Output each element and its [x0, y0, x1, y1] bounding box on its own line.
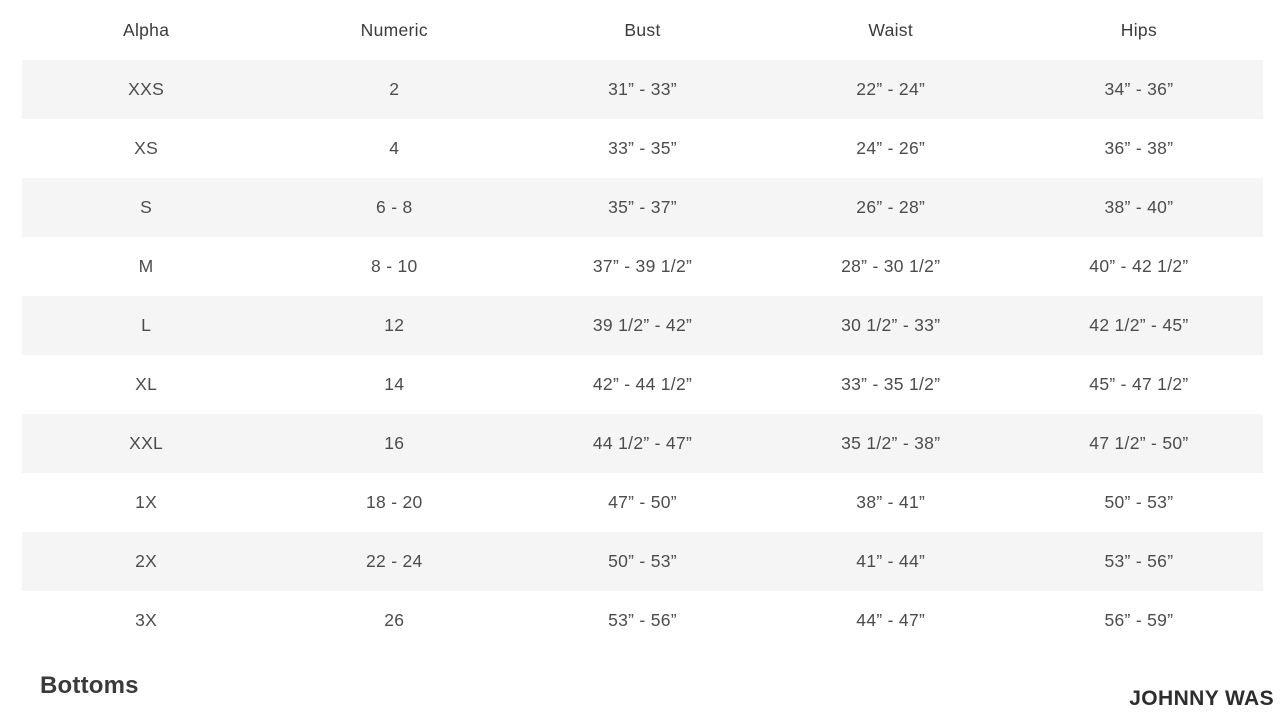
cell-alpha: XXL	[129, 433, 164, 453]
cell-alpha: 3X	[135, 610, 158, 630]
column-header-alpha: Alpha	[122, 19, 170, 40]
table-row-3x	[22, 591, 1263, 650]
table-header-row	[22, 0, 1263, 60]
table-body	[22, 60, 1263, 650]
table-row-1x	[22, 473, 1263, 532]
cell-waist: 38” - 41”	[856, 492, 926, 512]
cell-waist: 35 1/2” - 38”	[841, 433, 941, 453]
cell-bust: 50” - 53”	[608, 551, 677, 571]
cell-numeric: 18 - 20	[366, 492, 423, 512]
cell-alpha: 2X	[135, 551, 158, 571]
cell-numeric: 6 - 8	[376, 197, 413, 217]
cell-bust: 37” - 39 1/2”	[592, 256, 693, 276]
table-row-l	[22, 296, 1263, 355]
cell-alpha: 1X	[135, 492, 158, 512]
cell-hips: 47 1/2” - 50”	[1089, 433, 1189, 453]
column-header-hips: Hips	[1120, 19, 1158, 40]
column-header-bust: Bust	[624, 19, 661, 40]
column-header-waist: Waist	[868, 19, 914, 40]
cell-hips: 36” - 38”	[1104, 138, 1174, 158]
cell-bust: 42” - 44 1/2”	[592, 374, 693, 394]
cell-hips: 56” - 59”	[1104, 610, 1174, 630]
table-row-2x	[22, 532, 1263, 591]
cell-alpha: M	[138, 256, 154, 276]
cell-alpha: XXS	[128, 79, 165, 99]
cell-bust: 33” - 35”	[608, 138, 677, 158]
column-header-numeric: Numeric	[360, 19, 428, 40]
cell-bust: 35” - 37”	[608, 197, 677, 217]
cell-numeric: 4	[389, 138, 400, 158]
brand-logo-johnny-was: JOHNNY WAS	[1129, 687, 1274, 710]
cell-waist: 44” - 47”	[856, 610, 926, 630]
cell-alpha: S	[140, 197, 153, 217]
cell-hips: 45” - 47 1/2”	[1089, 374, 1189, 394]
cell-waist: 26” - 28”	[856, 197, 926, 217]
cell-hips: 53” - 56”	[1104, 551, 1174, 571]
cell-hips: 34” - 36”	[1104, 79, 1174, 99]
cell-waist: 41” - 44”	[856, 551, 926, 571]
cell-waist: 22” - 24”	[856, 79, 926, 99]
cell-bust: 47” - 50”	[608, 492, 677, 512]
cell-numeric: 16	[384, 433, 405, 453]
table-row-xl	[22, 355, 1263, 414]
cell-numeric: 14	[384, 374, 405, 394]
cell-waist: 28” - 30 1/2”	[841, 256, 941, 276]
cell-hips: 50” - 53”	[1104, 492, 1174, 512]
cell-bust: 31” - 33”	[608, 79, 677, 99]
cell-bust: 44 1/2” - 47”	[592, 433, 693, 453]
cell-numeric: 12	[384, 315, 405, 335]
table-row-xxl	[22, 414, 1263, 473]
cell-numeric: 8 - 10	[371, 256, 418, 276]
cell-waist: 33” - 35 1/2”	[841, 374, 941, 394]
cell-alpha: XL	[135, 374, 158, 394]
cell-numeric: 26	[384, 610, 405, 630]
table-row-xs	[22, 119, 1263, 178]
cell-alpha: XS	[134, 138, 159, 158]
table-row-xxs	[22, 60, 1263, 119]
size-chart-table	[22, 0, 1263, 650]
table-row-s	[22, 178, 1263, 237]
cell-alpha: L	[141, 315, 152, 335]
cell-hips: 40” - 42 1/2”	[1089, 256, 1189, 276]
cell-hips: 38” - 40”	[1104, 197, 1174, 217]
cell-numeric: 2	[389, 79, 400, 99]
table-row-m	[22, 237, 1263, 296]
cell-bust: 53” - 56”	[608, 610, 677, 630]
cell-hips: 42 1/2” - 45”	[1089, 315, 1189, 335]
cell-bust: 39 1/2” - 42”	[592, 315, 693, 335]
section-heading-bottoms: Bottoms	[40, 672, 139, 699]
cell-waist: 24” - 26”	[856, 138, 926, 158]
cell-numeric: 22 - 24	[366, 551, 423, 571]
cell-waist: 30 1/2” - 33”	[841, 315, 941, 335]
